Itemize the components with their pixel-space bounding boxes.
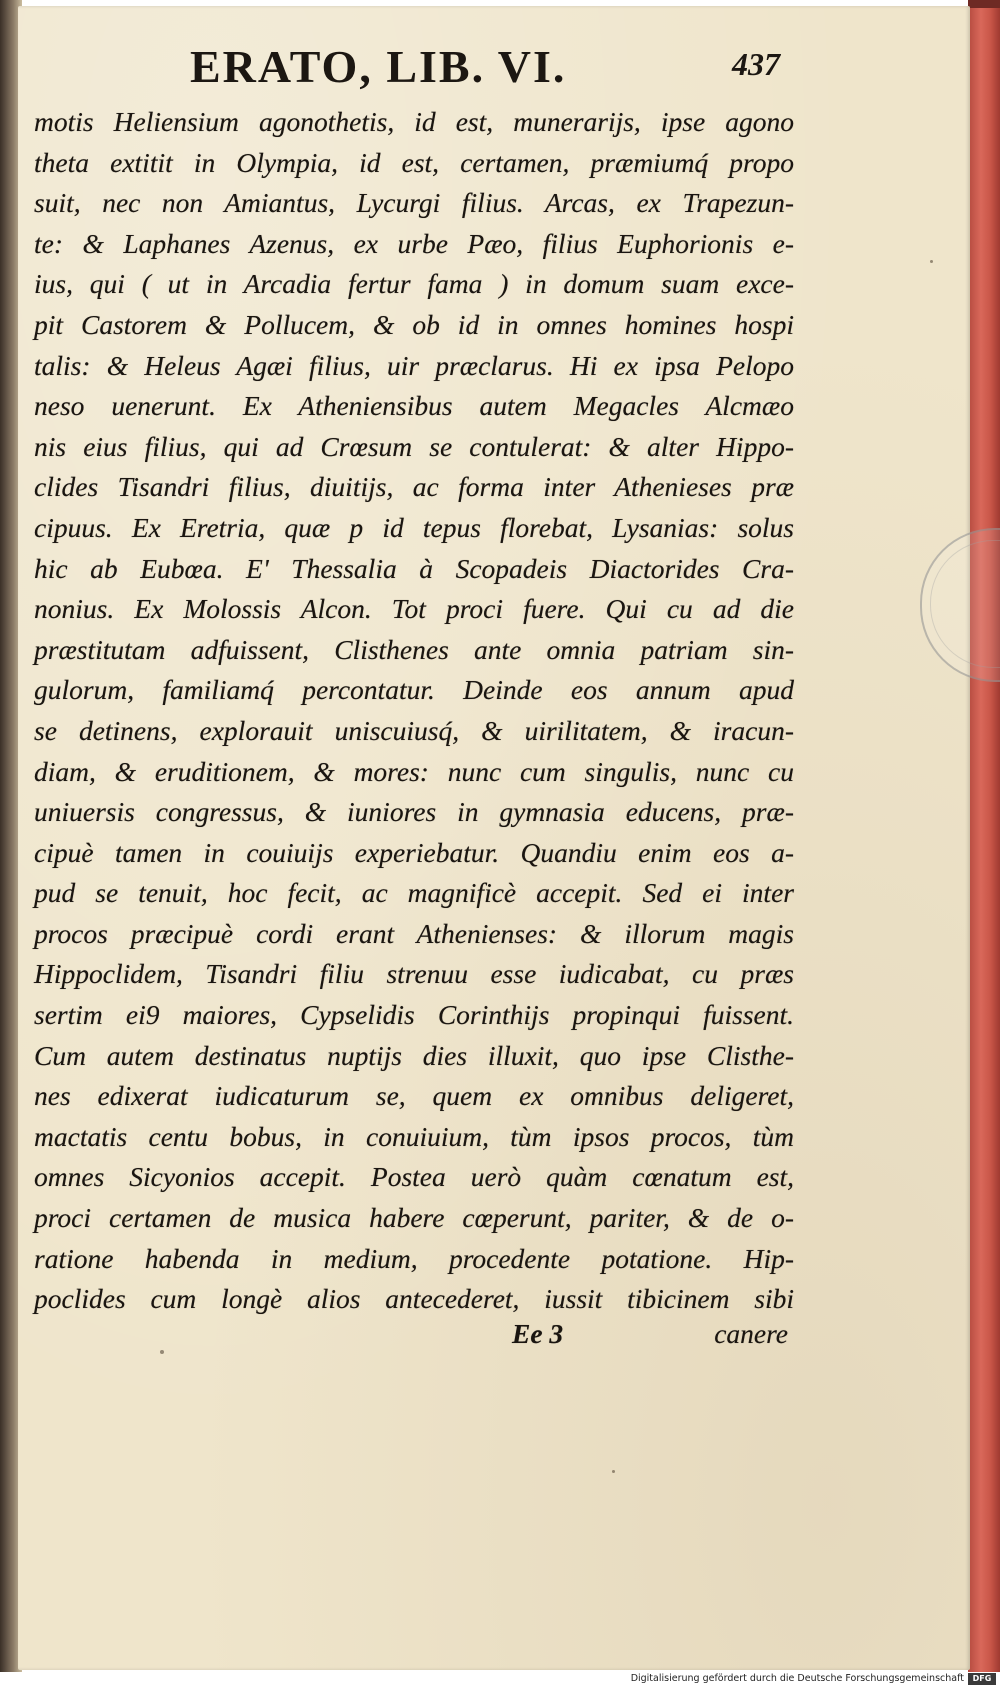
body-text: [34, 102, 794, 1320]
paper-speck: [930, 260, 933, 263]
text-line: diam, & eruditionem, & mores: nunc cum singulis, nunc cu: [34, 755, 794, 787]
page-number: 437: [732, 46, 780, 82]
paper-speck: [160, 1350, 164, 1354]
text-line: sertim ei9 maiores, Cypselidis Corinthijs propinqui fuissent.: [34, 999, 794, 1031]
text-line: clides Tisandri filius, diuitijs, ac forma inter Athenieses præ: [34, 471, 794, 503]
running-title: ERATO, LIB. VI.: [190, 41, 567, 92]
catchword: canere: [714, 1318, 788, 1349]
text-line: nis eius filius, qui ad Crœsum se contulerat: & alter Hippo-: [34, 430, 794, 462]
text-line: te: & Laphanes Azenus, ex urbe Pæo, filius Euphorionis e-: [34, 227, 794, 259]
text-line: nes edixerat iudicaturum se, quem ex omnibus deligeret,: [34, 1080, 794, 1112]
text-line: motis Heliensium agonothetis, id est, munerarijs, ipse agono: [34, 106, 794, 137]
text-line: neso uenerunt. Ex Atheniensibus autem Megacles Alcmæo: [34, 390, 794, 422]
text-line: suit, nec non Amiantus, Lycurgi filius. Arcas, ex Trapezun-: [34, 187, 794, 219]
fore-edge-top: [968, 0, 1000, 8]
page-header: [190, 40, 790, 100]
dfg-logo-icon: DFG: [968, 1673, 996, 1685]
text-line: cipuus. Ex Eretria, quæ p id tepus florebat, Lysanias: solus: [34, 511, 794, 543]
text-line: theta extitit in Olympia, id est, certamen, præmiumq́ propo: [34, 146, 794, 178]
digitization-footer: [0, 1672, 1000, 1686]
text-line: proci certamen de musica habere cœperunt, pariter, & de o-: [34, 1202, 794, 1234]
text-line: uniuersis congressus, & iuniores in gymnasia educens, præ-: [34, 796, 794, 828]
text-line: nonius. Ex Molossis Alcon. Tot proci fuere. Qui cu ad die: [34, 593, 794, 625]
signature-line: [34, 1318, 794, 1358]
text-line: Cum autem destinatus nuptijs dies illuxit, quo ipse Clisthe-: [34, 1039, 794, 1071]
text-line: hic ab Eubœa. E' Thessalia à Scopadeis Diactorides Cra-: [34, 552, 794, 584]
text-line: poclides cum longè alios antecederet, iussit tibicinem sibi: [34, 1283, 794, 1315]
text-line: ius, qui ( ut in Arcadia fertur fama ) in domum suam exce-: [34, 268, 794, 300]
signature-mark: Ee 3: [512, 1318, 564, 1349]
text-line: talis: & Heleus Agæi filius, uir præclarus. Hi ex ipsa Pelopo: [34, 349, 794, 381]
text-line: procos præcipuè cordi erant Athenienses: & illorum magis: [34, 917, 794, 949]
text-line: gulorum, familiamq́ percontatur. Deinde eos annum apud: [34, 674, 794, 706]
text-line: cipuè tamen in couiuijs experiebatur. Quandiu enim eos a-: [34, 836, 794, 868]
text-line: omnes Sicyonios accepit. Postea uerò quàm cœnatum est,: [34, 1161, 794, 1193]
text-line: pit Castorem & Pollucem, & ob id in omnes homines hospi: [34, 308, 794, 340]
paper-speck: [612, 1470, 615, 1473]
red-fore-edge: [968, 0, 1000, 1672]
text-line: ratione habenda in medium, procedente potatione. Hip-: [34, 1242, 794, 1274]
text-line: præstitutam adfuissent, Clisthenes ante omnia patriam sin-: [34, 633, 794, 665]
text-line: pud se tenuit, hoc fecit, ac magnificè accepit. Sed ei inter: [34, 877, 794, 909]
credit-text: Digitalisierung gefördert durch die Deutsche Forschungsgemeinschaft: [630, 1673, 964, 1684]
text-line: Hippoclidem, Tisandri filiu strenuu esse iudicabat, cu præs: [34, 958, 794, 990]
text-line: se detinens, explorauit uniscuiusq́, & uirilitatem, & iracun-: [34, 714, 794, 746]
text-line: mactatis centu bobus, in conuiuium, tùm ipsos procos, tùm: [34, 1120, 794, 1152]
